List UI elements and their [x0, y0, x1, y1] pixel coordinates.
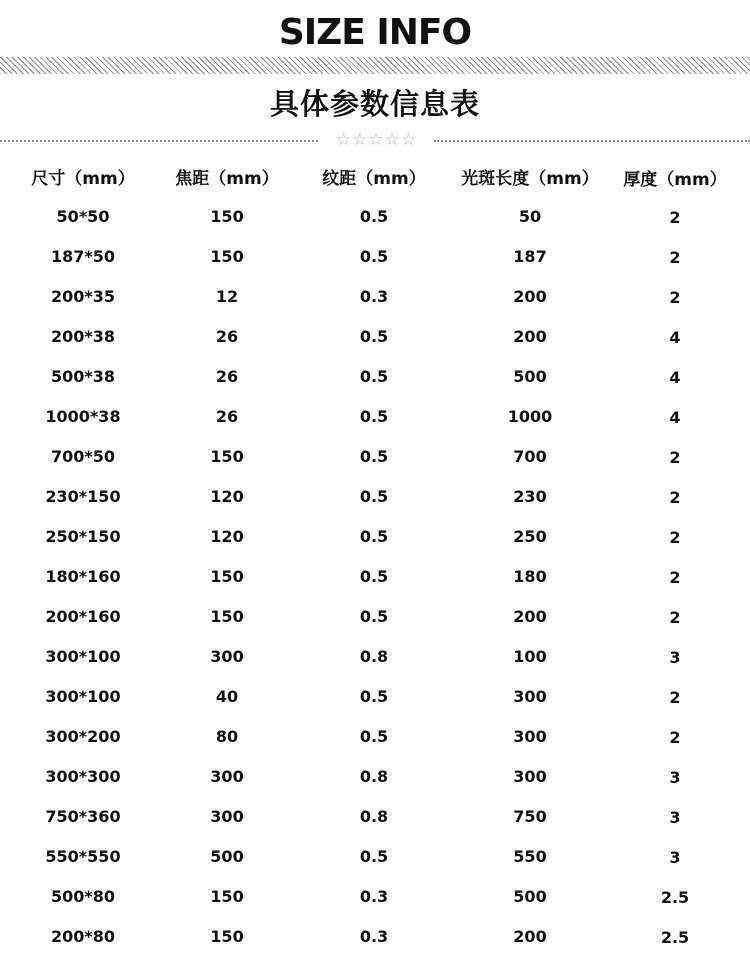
table-row	[0, 516, 750, 556]
cell-focal-length: 26	[215, 406, 239, 426]
table-row	[0, 396, 750, 436]
table-header-row	[0, 156, 750, 196]
cell-focal-length: 150	[210, 606, 244, 626]
cell-groove-pitch: 0.5	[359, 486, 389, 506]
cell-thickness: 4	[669, 328, 681, 347]
cell-groove-pitch: 0.5	[359, 846, 389, 866]
cell-groove-pitch: 0.5	[359, 406, 389, 426]
cell-spot-length: 200	[513, 926, 547, 946]
dotted-divider-right	[434, 140, 750, 142]
cell-focal-length: 26	[215, 366, 239, 386]
cell-groove-pitch: 0.3	[359, 926, 389, 946]
cell-size: 1000*38	[45, 406, 121, 426]
table-row	[0, 356, 750, 396]
table-row	[0, 716, 750, 756]
spec-table	[0, 156, 750, 956]
cell-thickness: 2.5	[660, 888, 690, 907]
cell-focal-length: 150	[210, 886, 244, 906]
star-icon: ☆	[335, 130, 352, 150]
table-row	[0, 556, 750, 596]
star-icon: ☆	[400, 130, 417, 150]
cell-size: 500*80	[50, 886, 116, 906]
cell-groove-pitch: 0.3	[359, 886, 389, 906]
cell-thickness: 2	[669, 528, 681, 547]
cell-groove-pitch: 0.5	[359, 686, 389, 706]
cell-focal-length: 300	[210, 766, 244, 786]
cell-focal-length: 150	[210, 446, 244, 466]
cell-spot-length: 300	[513, 726, 547, 746]
cell-focal-length: 300	[210, 646, 244, 666]
dotted-divider-left	[0, 140, 318, 142]
column-header-size: 尺寸（mm）	[31, 168, 135, 189]
cell-size: 300*100	[45, 646, 121, 666]
cell-groove-pitch: 0.5	[359, 206, 389, 226]
cell-size: 50*50	[56, 206, 110, 226]
cell-spot-length: 230	[513, 486, 547, 506]
cell-size: 200*80	[50, 926, 116, 946]
cell-spot-length: 200	[513, 606, 547, 626]
cell-size: 180*160	[45, 566, 121, 586]
cell-focal-length: 12	[215, 286, 239, 306]
cell-thickness: 4	[669, 408, 681, 427]
cell-size: 300*300	[45, 766, 121, 786]
cell-spot-length: 200	[513, 286, 547, 306]
cell-groove-pitch: 0.3	[359, 286, 389, 306]
cell-thickness: 3	[669, 768, 681, 787]
cell-thickness: 2	[669, 208, 681, 227]
cell-spot-length: 500	[513, 366, 547, 386]
cell-thickness: 4	[669, 368, 681, 387]
cell-focal-length: 80	[215, 726, 239, 746]
table-row	[0, 636, 750, 676]
cell-thickness: 3	[669, 648, 681, 667]
table-row	[0, 196, 750, 236]
table-row	[0, 436, 750, 476]
column-header-spot-length: 光斑长度（mm）	[461, 168, 599, 189]
cell-groove-pitch: 0.5	[359, 446, 389, 466]
cell-size: 187*50	[50, 246, 116, 266]
cell-focal-length: 150	[210, 246, 244, 266]
table-row	[0, 676, 750, 716]
cell-size: 230*150	[45, 486, 121, 506]
cell-focal-length: 120	[210, 486, 244, 506]
cell-size: 200*35	[50, 286, 116, 306]
cell-spot-length: 100	[513, 646, 547, 666]
cell-groove-pitch: 0.5	[359, 526, 389, 546]
cell-focal-length: 300	[210, 806, 244, 826]
cell-spot-length: 187	[513, 246, 547, 266]
star-icon: ☆	[368, 130, 384, 150]
cell-focal-length: 120	[210, 526, 244, 546]
table-row	[0, 476, 750, 516]
cell-groove-pitch: 0.8	[359, 646, 389, 666]
cell-focal-length: 40	[215, 686, 239, 706]
hatch-divider	[0, 57, 750, 74]
cell-groove-pitch: 0.8	[359, 806, 389, 826]
table-row	[0, 756, 750, 796]
cell-size: 200*38	[50, 326, 116, 346]
cell-thickness: 2	[669, 448, 681, 467]
cell-groove-pitch: 0.5	[359, 366, 389, 386]
cell-spot-length: 200	[513, 326, 547, 346]
cell-spot-length: 1000	[507, 406, 553, 426]
cell-size: 500*38	[50, 366, 116, 386]
table-row	[0, 916, 750, 956]
cell-groove-pitch: 0.5	[359, 326, 389, 346]
cell-thickness: 2	[669, 488, 681, 507]
cell-spot-length: 750	[513, 806, 547, 826]
cell-groove-pitch: 0.5	[359, 246, 389, 266]
cell-size: 250*150	[45, 526, 121, 546]
cell-thickness: 3	[669, 848, 681, 867]
table-row	[0, 836, 750, 876]
table-row	[0, 236, 750, 276]
column-header-thickness: 厚度（mm）	[623, 170, 727, 190]
cell-size: 300*100	[45, 686, 121, 706]
cell-spot-length: 300	[513, 686, 547, 706]
cell-thickness: 2	[669, 288, 681, 307]
star-icon: ☆	[384, 130, 400, 150]
page-title-cn: 具体参数信息表	[269, 87, 480, 121]
cell-focal-length: 26	[215, 326, 239, 346]
cell-thickness: 2	[669, 568, 681, 587]
table-row	[0, 316, 750, 356]
cell-size: 750*360	[45, 806, 121, 826]
cell-size: 200*160	[45, 606, 121, 626]
cell-spot-length: 700	[513, 446, 547, 466]
table-row	[0, 876, 750, 916]
cell-groove-pitch: 0.5	[359, 566, 389, 586]
cell-thickness: 2	[669, 728, 681, 747]
cell-focal-length: 150	[210, 926, 244, 946]
cell-thickness: 2.5	[660, 928, 690, 947]
star-icon: ☆	[352, 130, 368, 150]
cell-groove-pitch: 0.8	[359, 766, 389, 786]
cell-focal-length: 150	[210, 206, 244, 226]
cell-spot-length: 50	[518, 206, 542, 226]
cell-thickness: 2	[669, 248, 681, 267]
cell-size: 550*550	[45, 846, 121, 866]
cell-groove-pitch: 0.5	[359, 726, 389, 746]
table-row	[0, 796, 750, 836]
cell-thickness: 2	[669, 608, 681, 627]
table-row	[0, 596, 750, 636]
page-title-en: SIZE INFO	[278, 12, 472, 53]
cell-focal-length: 150	[210, 566, 244, 586]
cell-focal-length: 500	[210, 846, 244, 866]
cell-spot-length: 550	[513, 846, 547, 866]
cell-spot-length: 300	[513, 766, 547, 786]
cell-groove-pitch: 0.5	[359, 606, 389, 626]
cell-spot-length: 500	[513, 886, 547, 906]
cell-spot-length: 250	[513, 526, 547, 546]
column-header-groove-pitch: 纹距（mm）	[322, 168, 426, 189]
table-row	[0, 276, 750, 316]
cell-size: 700*50	[50, 446, 116, 466]
star-ornament	[318, 128, 434, 152]
column-header-focal-length: 焦距（mm）	[175, 168, 279, 189]
cell-size: 300*200	[45, 726, 121, 746]
cell-thickness: 2	[669, 688, 681, 707]
cell-spot-length: 180	[513, 566, 547, 586]
cell-thickness: 3	[669, 808, 681, 827]
